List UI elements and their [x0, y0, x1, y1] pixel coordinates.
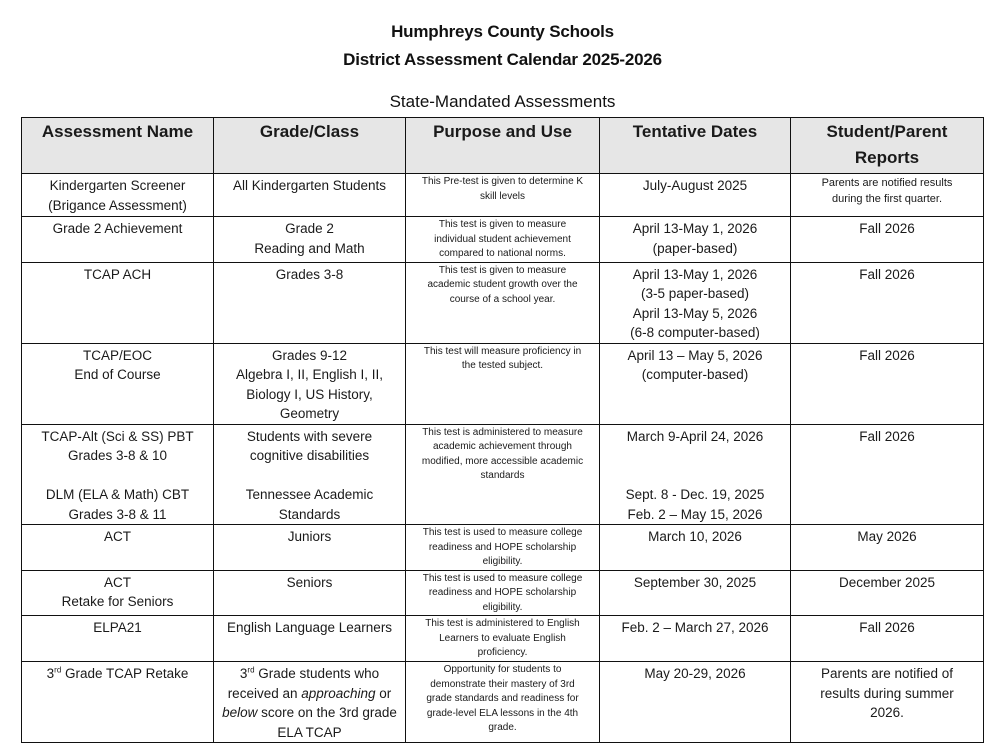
cell-line: TCAP/EOC: [82, 347, 152, 363]
cell-line: DLM (ELA & Math) CBT: [45, 487, 190, 502]
cell-line: March 9-April 24, 2026: [626, 428, 764, 444]
cell-line: readiness and HOPE scholarship: [428, 587, 577, 598]
cell-line: Feb. 2 – March 27, 2026: [621, 620, 769, 635]
cell-line: demonstrate their mastery of 3rd: [430, 678, 575, 690]
reports-cell: [791, 174, 984, 217]
cell-line: (3-5 paper-based): [640, 286, 750, 301]
cell-line: Opportunity for students to: [443, 664, 562, 675]
reports-cell: [791, 616, 984, 662]
ordinal-number: 3: [46, 666, 55, 681]
grade-class-cell: [214, 570, 406, 616]
cell-line: grade-level ELA lessons in the 4th: [426, 707, 579, 719]
cell-line: Students with severe: [246, 428, 373, 444]
grade-class-cell: [214, 662, 406, 743]
table-row: [22, 343, 984, 424]
cell-line: academic achievement through: [433, 441, 572, 452]
header-assessment-name: Assessment Name: [22, 118, 214, 174]
cell-line: April 13-May 1, 2026: [632, 266, 758, 282]
cell-line: standards: [480, 470, 525, 481]
purpose-cell: [406, 662, 600, 743]
cell-line: cognitive disabilities: [249, 448, 370, 463]
cell-line: eligibility.: [482, 556, 523, 567]
cell-line: This test will measure proficiency in: [423, 345, 582, 357]
header-grade-class: Grade/Class: [214, 118, 406, 174]
section-subtitle: State-Mandated Assessments: [389, 92, 616, 111]
header-reports-line: Student/Parent: [826, 122, 948, 141]
purpose-cell: [406, 424, 600, 525]
grade-class-cell: [214, 174, 406, 217]
cell-line: TCAP-Alt (Sci & SS) PBT: [41, 428, 194, 444]
table-row: [22, 570, 984, 616]
cell-line: Parents are notified of: [820, 666, 954, 681]
dates-cell: [600, 424, 791, 525]
assessment-name-cell: [22, 662, 214, 743]
cell-line: Kindergarten Screener: [49, 178, 186, 193]
cell-line: Fall 2026: [859, 266, 915, 282]
dates-cell: [600, 262, 791, 343]
cell-line: This test is given to measure: [438, 264, 567, 276]
cell-line: academic student growth over the: [427, 279, 578, 290]
cell-line: September 30, 2025: [633, 574, 757, 590]
assessment-name-cell: [22, 217, 214, 263]
cell-line: ACT: [104, 529, 131, 544]
reports-cell: [791, 262, 984, 343]
cell-line: [218, 664, 401, 684]
cell-line: English Language Learners: [226, 620, 393, 635]
dates-cell: [600, 525, 791, 571]
cell-line: Fall 2026: [859, 221, 915, 236]
dates-cell: [600, 217, 791, 263]
header-tentative-dates: Tentative Dates: [600, 118, 791, 174]
cell-line: 2026.: [870, 705, 904, 720]
assessment-calendar-table: [21, 117, 984, 743]
dates-cell: [600, 343, 791, 424]
cell-line: This test is used to measure college: [422, 572, 583, 584]
cell-line: Standards: [278, 506, 341, 522]
cell-line: (computer-based): [641, 367, 749, 382]
grade-class-cell: [214, 525, 406, 571]
cell-line: All Kindergarten Students: [232, 178, 387, 193]
ordinal-number: 3: [239, 666, 248, 681]
grade-text: or: [375, 685, 392, 701]
cell-line: TCAP ACH: [83, 266, 152, 282]
cell-line: This test is given to measure: [438, 219, 567, 230]
dates-cell: [600, 616, 791, 662]
cell-line: April 13 – May 5, 2026: [627, 347, 763, 363]
cell-line: Grade 2: [285, 221, 334, 236]
ordinal-suffix: rd: [54, 665, 62, 675]
cell-line: April 13-May 1, 2026: [632, 221, 758, 236]
cell-line: skill levels: [479, 190, 525, 202]
assessment-name-cell: [22, 616, 214, 662]
grade-text: Grade students who: [254, 666, 380, 681]
school-district-title: Humphreys County Schools: [391, 22, 614, 41]
cell-line: Grades 3-8: [275, 266, 344, 282]
cell-line: ACT: [104, 574, 131, 590]
cell-line: Grade 2 Achievement: [52, 221, 183, 236]
assessment-name-cell: [22, 343, 214, 424]
table-row: [22, 174, 984, 217]
reports-cell: [791, 217, 984, 263]
grade-class-cell: [214, 262, 406, 343]
cell-line: (paper-based): [652, 240, 738, 256]
cell-line: Reading and Math: [254, 240, 365, 256]
assessment-name-cell: [22, 262, 214, 343]
purpose-cell: [406, 343, 600, 424]
name-text: Grade TCAP Retake: [61, 666, 189, 681]
cell-line: Parents are notified results: [821, 177, 953, 189]
cell-line: readiness and HOPE scholarship: [428, 541, 577, 553]
assessment-name-cell: [22, 570, 214, 616]
purpose-cell: [406, 262, 600, 343]
cell-line: [218, 684, 401, 704]
purpose-cell: [406, 174, 600, 217]
cell-line: Fall 2026: [859, 620, 915, 635]
purpose-cell: [406, 570, 600, 616]
cell-line: December 2025: [838, 574, 936, 590]
assessment-name-cell: [22, 174, 214, 217]
purpose-cell: [406, 616, 600, 662]
cell-line: Sept. 8 - Dec. 19, 2025: [625, 487, 765, 502]
cell-line: Grades 9-12: [271, 347, 348, 363]
cell-line: (Brigance Assessment): [48, 197, 187, 213]
cell-line: July-August 2025: [642, 178, 748, 193]
cell-line: Juniors: [287, 529, 332, 544]
cell-gap: [26, 466, 209, 486]
cell-line: ELPA21: [93, 620, 142, 635]
cell-line: March 10, 2026: [648, 529, 742, 544]
table-row: [22, 662, 984, 743]
cell-line: results during summer: [820, 685, 954, 701]
purpose-cell: [406, 217, 600, 263]
header-student-parent-reports: [791, 118, 984, 174]
cell-line: This test is administered to measure: [422, 426, 583, 438]
cell-line: Grades 3-8 & 11: [68, 506, 167, 522]
emphasis-text: below: [222, 705, 258, 720]
cell-line: the tested subject.: [461, 360, 544, 371]
cell-line: proficiency.: [477, 647, 528, 658]
cell-line: End of Course: [74, 367, 161, 382]
reports-cell: [791, 343, 984, 424]
cell-line: Algebra I, II, English I, II,: [235, 367, 384, 382]
table-row: [22, 525, 984, 571]
header-reports-line: Reports: [854, 148, 920, 167]
cell-line: Feb. 2 – May 15, 2026: [627, 506, 763, 522]
cell-line: Seniors: [286, 574, 333, 590]
cell-line: [218, 703, 401, 723]
table-row: [22, 424, 984, 525]
cell-line: (6-8 computer-based): [630, 325, 760, 340]
dates-cell: [600, 570, 791, 616]
purpose-cell: [406, 525, 600, 571]
table-row: [22, 262, 984, 343]
table-header-row: [22, 118, 984, 174]
cell-line: May 20-29, 2026: [644, 666, 746, 681]
cell-line: This test is used to measure college: [422, 527, 583, 538]
cell-line: Fall 2026: [859, 347, 915, 363]
cell-line: Grades 3-8 & 10: [67, 448, 168, 463]
emphasis-text: approaching: [301, 685, 376, 701]
cell-gap: [604, 446, 786, 466]
grade-class-cell: [214, 217, 406, 263]
cell-line: Fall 2026: [859, 428, 915, 444]
cell-line: individual student achievement: [434, 233, 571, 245]
cell-line: This test is administered to English: [425, 618, 580, 629]
cell-line: grade standards and readiness for: [426, 693, 579, 704]
cell-line: April 13-May 5, 2026: [632, 305, 758, 321]
cell-line: Tennessee Academic: [245, 487, 374, 502]
header-purpose-and-use: Purpose and Use: [406, 118, 600, 174]
assessment-name-cell: [22, 525, 214, 571]
cell-line: [26, 664, 209, 684]
cell-line: Retake for Seniors: [61, 594, 174, 609]
cell-gap: [604, 466, 786, 486]
reports-cell: [791, 570, 984, 616]
cell-line: Learners to evaluate English: [439, 632, 566, 644]
grade-class-cell: [214, 343, 406, 424]
ordinal-suffix: rd: [247, 665, 255, 675]
cell-gap: [218, 466, 401, 486]
reports-cell: [791, 525, 984, 571]
cell-line: ELA TCAP: [277, 724, 342, 740]
cell-line: during the first quarter.: [831, 193, 943, 205]
cell-line: May 2026: [857, 529, 917, 544]
assessment-name-cell: [22, 424, 214, 525]
dates-cell: [600, 662, 791, 743]
cell-line: This Pre-test is given to determine K: [421, 176, 584, 187]
dates-cell: [600, 174, 791, 217]
calendar-title: District Assessment Calendar 2025-2026: [343, 50, 662, 69]
table-row: [22, 217, 984, 263]
grade-class-cell: [214, 424, 406, 525]
reports-cell: [791, 424, 984, 525]
grade-text: received an: [227, 685, 302, 701]
table-row: [22, 616, 984, 662]
cell-line: course of a school year.: [449, 293, 556, 305]
grade-class-cell: [214, 616, 406, 662]
cell-line: Biology I, US History,: [246, 386, 373, 402]
grade-text: score on the 3rd grade: [257, 705, 397, 720]
reports-cell: [791, 662, 984, 743]
cell-line: compared to national norms.: [439, 248, 566, 259]
cell-line: Geometry: [279, 406, 340, 421]
cell-line: eligibility.: [482, 601, 523, 613]
cell-line: modified, more accessible academic: [421, 455, 584, 467]
cell-line: grade.: [488, 722, 517, 733]
